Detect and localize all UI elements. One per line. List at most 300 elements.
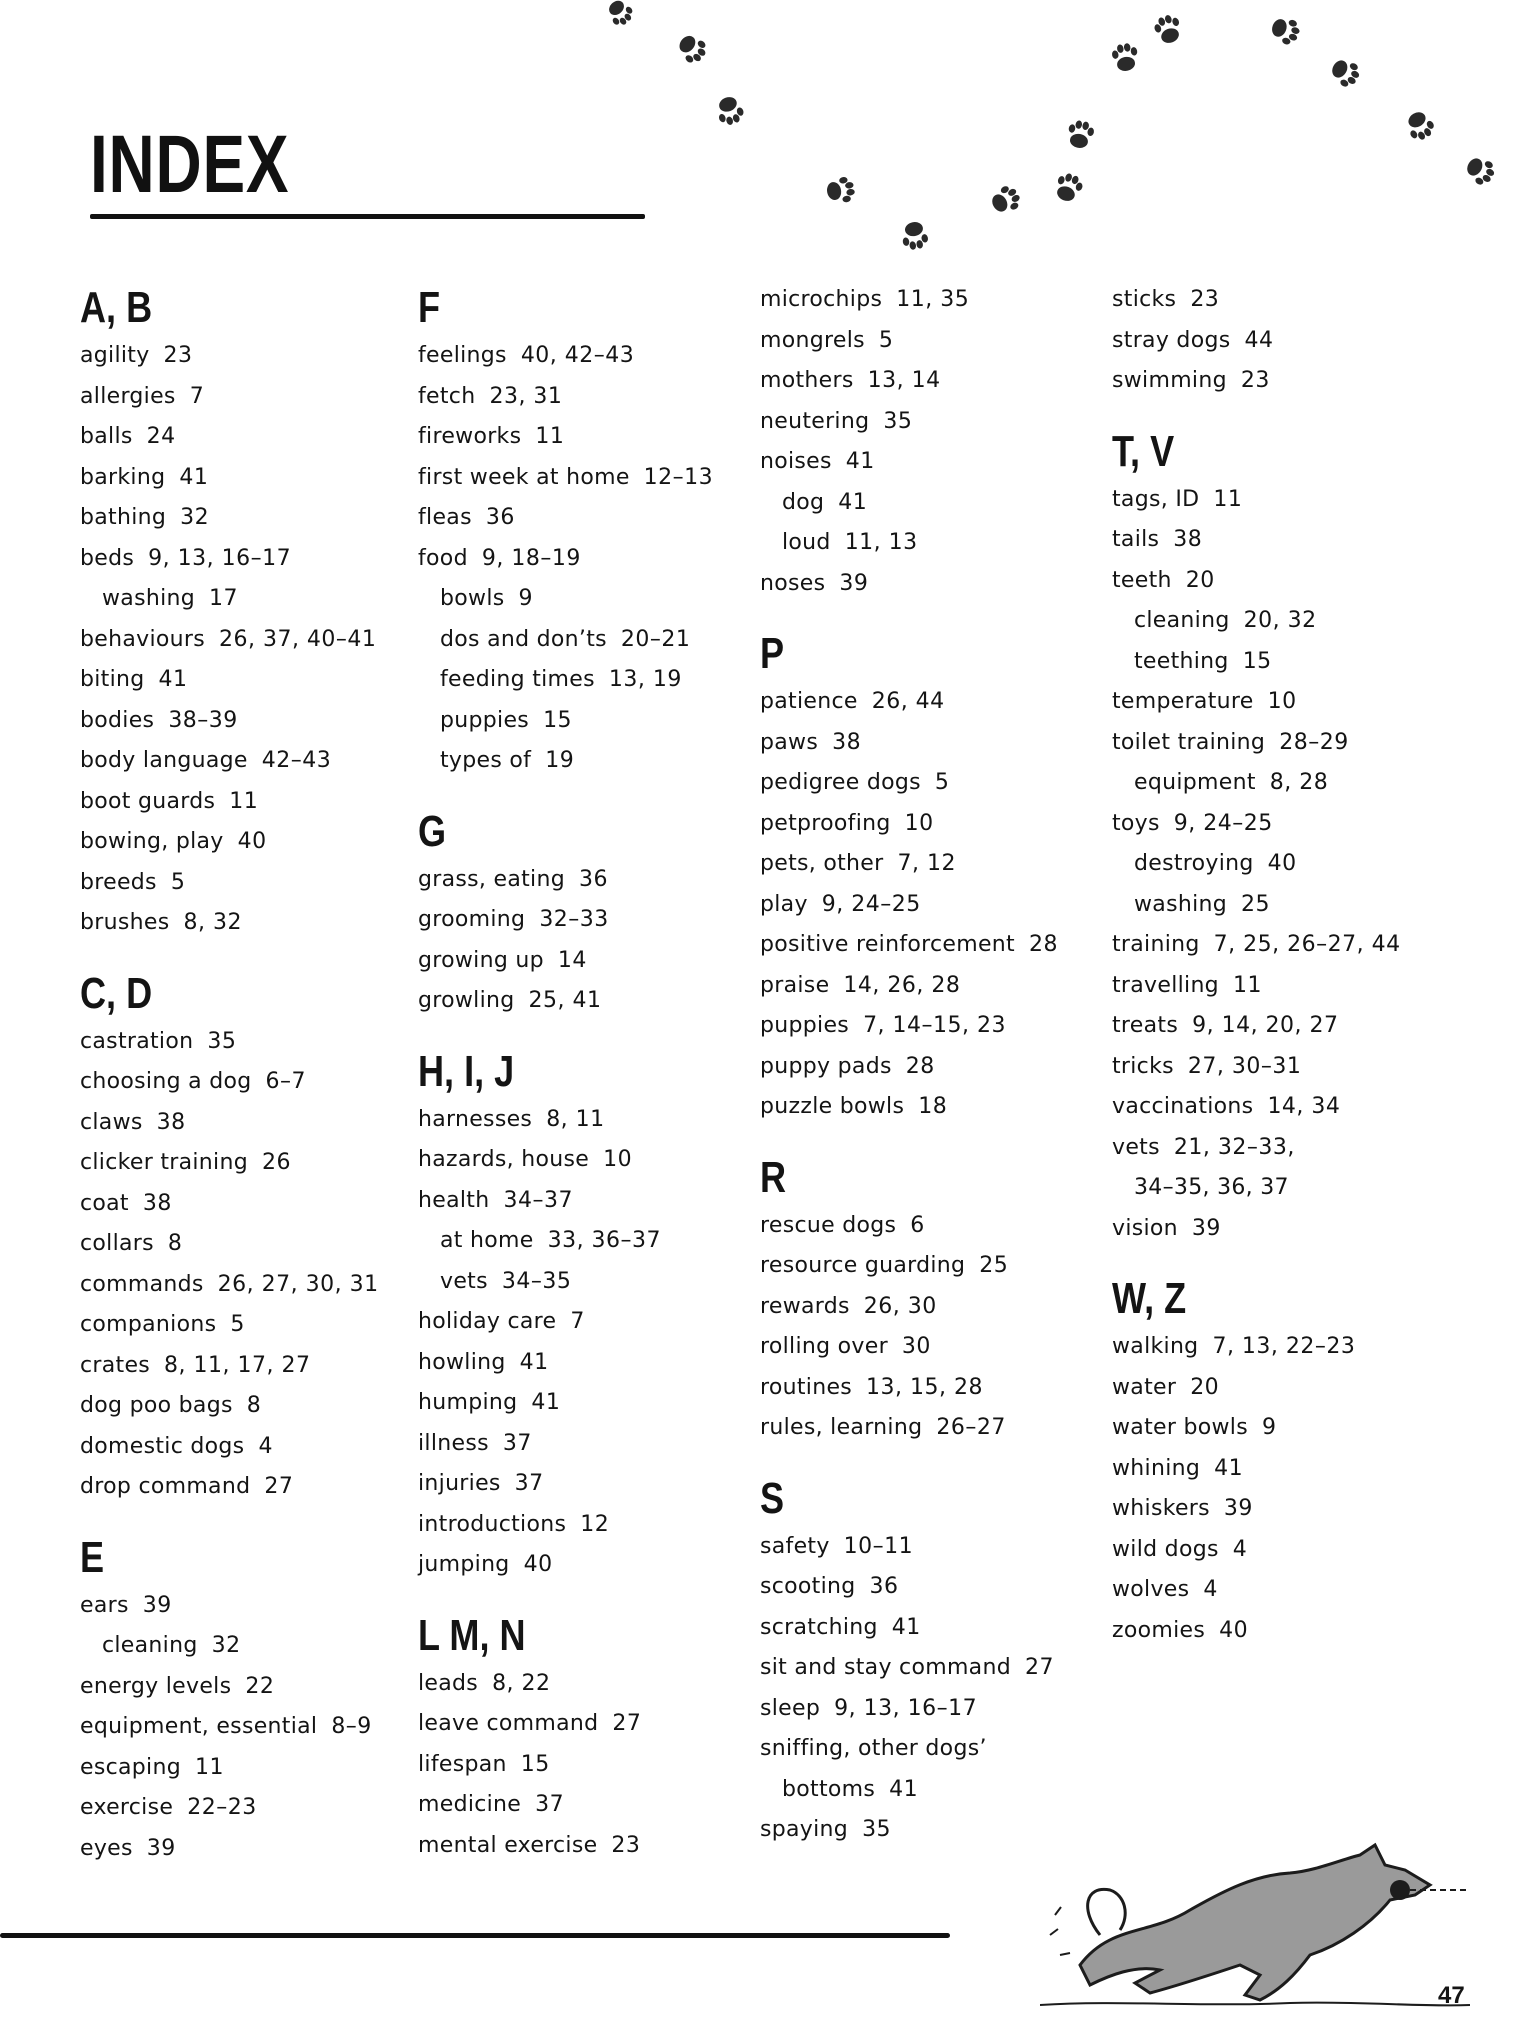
index-subentry: [80, 1626, 410, 1667]
entry-pages: 7: [570, 1309, 585, 1334]
index-entry: [80, 660, 410, 701]
index-subentry: [1112, 763, 1442, 804]
entry-pages: 5: [170, 869, 186, 895]
entry-term: feeding times: [440, 667, 595, 692]
entry-pages: 30: [901, 1334, 931, 1359]
entry-term: domestic dogs: [80, 1433, 245, 1459]
index-entry: [80, 620, 410, 661]
entry-pages: 7, 25, 26–27, 44: [1213, 932, 1401, 957]
entry-pages: 40: [1219, 1617, 1249, 1643]
entry-pages: 9, 24–25: [821, 891, 921, 917]
index-entry: [80, 1586, 410, 1627]
index-subentry: [1112, 885, 1442, 926]
entry-pages: 8, 22: [492, 1670, 551, 1696]
entry-term: walking: [1112, 1334, 1199, 1359]
entry-term: teething: [1134, 648, 1229, 674]
index-entry: [760, 925, 1090, 966]
index-entry: [760, 1648, 1090, 1689]
entry-term: clicker training: [80, 1150, 248, 1175]
entry-term: agility: [80, 343, 150, 368]
index-entry: [80, 1103, 410, 1144]
index-entry: [80, 741, 410, 782]
index-entry: [80, 1305, 410, 1346]
entry-term: harnesses: [418, 1106, 533, 1132]
index-entry: [1112, 682, 1442, 723]
entry-term: medicine: [418, 1792, 522, 1817]
entry-term: neutering: [760, 408, 870, 434]
entry-term: energy levels: [80, 1673, 232, 1699]
entry-term: vaccinations: [1112, 1094, 1254, 1119]
entry-pages: 9, 13, 16–17: [148, 545, 292, 571]
entry-term: barking: [80, 464, 166, 490]
entry-term: bottoms: [782, 1776, 876, 1802]
index-entry: [1112, 1530, 1442, 1571]
entry-term: jumping: [418, 1552, 510, 1577]
entry-term: bowing, play: [80, 829, 224, 854]
entry-pages: 41: [519, 1349, 549, 1375]
index-entry: [418, 1424, 748, 1465]
entry-term: sticks: [1112, 287, 1177, 312]
section-letter-heading: S: [760, 1473, 785, 1523]
entry-pages: 32–33: [539, 907, 609, 932]
entry-term: vision: [1112, 1215, 1178, 1241]
index-entry: [760, 804, 1090, 845]
entry-pages: 5: [878, 327, 894, 353]
section-letter-heading: F: [418, 283, 441, 332]
index-entry: [760, 885, 1090, 926]
entry-term: castration: [80, 1028, 194, 1054]
entry-term: humping: [418, 1390, 518, 1415]
section-letter-heading: T, V: [1112, 426, 1175, 476]
entry-term: loud: [782, 530, 831, 555]
entry-term: coat: [80, 1190, 129, 1216]
index-entry: [80, 1143, 410, 1184]
index-entry: [760, 1608, 1090, 1649]
index-entry: [1112, 1408, 1442, 1449]
index-subentry: [418, 1262, 748, 1303]
index-entry: [418, 539, 748, 580]
index-entry: [760, 1689, 1090, 1730]
index-entry: [418, 1785, 748, 1826]
entry-pages: 41: [1214, 1455, 1244, 1481]
entry-term: pets, other: [760, 851, 884, 876]
index-section: [80, 280, 410, 944]
index-entry: [760, 402, 1090, 443]
index-entry: [80, 822, 410, 863]
index-entry: [760, 361, 1090, 402]
index-entry: [760, 1047, 1090, 1088]
index-subentry: [418, 1221, 748, 1262]
index-section: [418, 1608, 748, 1867]
entry-pages: 37: [514, 1471, 544, 1496]
entry-pages: 23: [611, 1832, 641, 1858]
entry-pages: 20, 32: [1243, 608, 1317, 633]
index-subentry: [418, 660, 748, 701]
entry-term: treats: [1112, 1013, 1179, 1038]
entry-term: destroying: [1134, 851, 1254, 876]
section-letter-heading: P: [760, 629, 785, 678]
index-entry: [80, 903, 410, 944]
entry-pages: 28: [1028, 932, 1058, 957]
entry-pages: 8, 11, 17, 27: [164, 1352, 311, 1378]
index-entry: [418, 900, 748, 941]
entry-term: play: [760, 891, 808, 917]
index-entry: [760, 1327, 1090, 1368]
entry-pages: 26, 44: [871, 689, 945, 714]
index-section: [760, 1150, 1090, 1449]
section-letter-heading: R: [760, 1152, 787, 1202]
index-entry: [1112, 361, 1442, 402]
index-entry: [418, 458, 748, 499]
entry-pages: 11: [1213, 486, 1243, 512]
entry-pages: 40: [523, 1552, 553, 1577]
index-entry: [760, 966, 1090, 1007]
entry-term: routines: [760, 1374, 853, 1400]
index-entry: [418, 1464, 748, 1505]
entry-term: food: [418, 545, 468, 571]
index-column-3: [760, 280, 1090, 1851]
section-letter-heading: C, D: [80, 968, 153, 1018]
entry-pages: 35: [883, 408, 913, 434]
entry-pages: 39: [1191, 1215, 1221, 1241]
index-subentry: [760, 483, 1090, 524]
entry-term: puppies: [760, 1013, 850, 1038]
index-entry: [760, 1087, 1090, 1128]
index-section: [80, 966, 410, 1508]
index-entry: [80, 1667, 410, 1708]
entry-pages: 22: [245, 1673, 275, 1699]
entry-term: hazards, house: [418, 1147, 590, 1172]
entry-pages: 41: [531, 1390, 561, 1415]
index-entry: [1112, 1087, 1442, 1128]
entry-term: mongrels: [760, 327, 865, 353]
index-entry: [418, 1745, 748, 1786]
index-entry: [80, 1748, 410, 1789]
entry-term: stray dogs: [1112, 327, 1231, 353]
entry-pages: 9: [518, 586, 533, 611]
entry-term: toys: [1112, 810, 1160, 836]
index-entry: [80, 498, 410, 539]
entry-term: claws: [80, 1109, 143, 1135]
index-subentry: [1112, 844, 1442, 885]
entry-term: beds: [80, 545, 135, 571]
index-entry: [80, 1346, 410, 1387]
entry-term: grooming: [418, 907, 526, 932]
entry-term: dog: [782, 489, 825, 515]
entry-pages: 25, 41: [528, 988, 602, 1013]
entry-term: exercise: [80, 1795, 174, 1820]
entry-pages: 10: [1267, 689, 1297, 714]
entry-pages: 41: [845, 449, 875, 474]
index-entry: [760, 280, 1090, 321]
entry-term: wild dogs: [1112, 1536, 1219, 1562]
index-entry: [1112, 480, 1442, 521]
index-section: [1112, 424, 1442, 1250]
index-section: [418, 1044, 748, 1586]
index-subentry: [418, 741, 748, 782]
entry-term: spaying: [760, 1817, 849, 1842]
entry-pages: 22–23: [187, 1795, 257, 1820]
entry-term: crates: [80, 1352, 151, 1378]
entry-term: brushes: [80, 910, 170, 935]
entry-pages: 17: [209, 586, 239, 611]
index-entry: [418, 941, 748, 982]
entry-term: growling: [418, 988, 515, 1013]
entry-term: collars: [80, 1231, 154, 1256]
entry-pages: 37: [535, 1792, 565, 1817]
index-entry: [80, 539, 410, 580]
index-subentry: [80, 579, 410, 620]
entry-term: water bowls: [1112, 1415, 1248, 1440]
entry-pages: 11: [194, 1754, 224, 1780]
entry-term: health: [418, 1187, 490, 1213]
entry-pages: 27: [264, 1474, 294, 1499]
entry-term: drop command: [80, 1474, 251, 1499]
index-entry: [418, 377, 748, 418]
entry-pages: 39: [839, 570, 869, 596]
entry-term: balls: [80, 424, 133, 449]
entry-term: companions: [80, 1312, 217, 1337]
index-entry: [1112, 1489, 1442, 1530]
entry-pages: 9: [1261, 1415, 1277, 1440]
entry-term: sleep: [760, 1695, 821, 1721]
index-entry: [1112, 1570, 1442, 1611]
entry-term: boot guards: [80, 788, 216, 814]
index-entry: [418, 1704, 748, 1745]
entry-pages: 9, 18–19: [481, 545, 581, 571]
entry-pages: 14, 34: [1267, 1094, 1341, 1119]
entry-pages: 32: [211, 1633, 241, 1658]
index-entry: [418, 1100, 748, 1141]
index-entry: [1112, 1128, 1442, 1169]
entry-term: scooting: [760, 1574, 856, 1599]
entry-pages: 33, 36–37: [547, 1228, 662, 1253]
index-entry: [80, 1022, 410, 1063]
index-entry: [80, 417, 410, 458]
index-entry: [80, 1467, 410, 1508]
entry-term: positive reinforcement: [760, 932, 1015, 957]
entry-term: howling: [418, 1349, 506, 1375]
index-entry: [80, 1829, 410, 1870]
entry-pages: 11, 35: [896, 287, 970, 312]
index-entry: [418, 1343, 748, 1384]
entry-term: training: [1112, 932, 1200, 957]
entry-term: leads: [418, 1670, 479, 1696]
index-entry: [80, 1224, 410, 1265]
index-subentry: [1112, 1168, 1442, 1209]
entry-term: washing: [1134, 891, 1228, 917]
entry-term: sit and stay command: [760, 1655, 1011, 1680]
entry-term: washing: [102, 586, 196, 611]
index-entry: [760, 321, 1090, 362]
entry-term: sniffing, other dogs’: [760, 1736, 987, 1761]
entry-term: allergies: [80, 383, 176, 409]
entry-pages: 14: [557, 947, 587, 973]
entry-term: noises: [760, 449, 832, 474]
index-entry: [80, 1427, 410, 1468]
entry-pages: 38–39: [168, 707, 238, 733]
entry-term: introductions: [418, 1511, 567, 1537]
entry-term: vets: [440, 1268, 488, 1294]
index-entry: [80, 1707, 410, 1748]
section-letter-heading: H, I, J: [418, 1046, 515, 1096]
index-subentry: [760, 523, 1090, 564]
entry-term: safety: [760, 1533, 830, 1559]
entry-term: mothers: [760, 368, 854, 393]
index-entry: [760, 763, 1090, 804]
entry-term: puppies: [440, 707, 530, 733]
entry-pages: 40, 42–43: [520, 343, 635, 368]
entry-pages: 26, 30: [863, 1293, 937, 1319]
index-entry: [1112, 804, 1442, 845]
index-entry: [1112, 321, 1442, 362]
index-entry: [760, 1287, 1090, 1328]
entry-pages: 13, 19: [608, 667, 682, 692]
entry-term: commands: [80, 1271, 204, 1297]
index-column-1: [80, 280, 410, 1869]
entry-pages: 38: [156, 1109, 186, 1135]
index-entry: [80, 458, 410, 499]
index-entry: [80, 1062, 410, 1103]
index-entry: [418, 1181, 748, 1222]
entry-pages: 39: [142, 1592, 172, 1618]
index-entry: [760, 1006, 1090, 1047]
entry-pages: 7: [189, 383, 205, 409]
entry-term: at home: [440, 1228, 534, 1253]
index-entry: [1112, 966, 1442, 1007]
bottom-rule: [0, 1933, 950, 1938]
index-entry: [760, 1729, 1090, 1770]
entry-pages: 6–7: [265, 1069, 306, 1094]
entry-pages: 9, 14, 20, 27: [1192, 1013, 1339, 1038]
entry-term: biting: [80, 667, 145, 692]
entry-pages: 23: [163, 343, 193, 368]
entry-pages: 4: [258, 1433, 273, 1459]
index-entry: [80, 1788, 410, 1829]
section-letter-heading: L M, N: [418, 1610, 526, 1660]
section-letter-heading: G: [418, 806, 447, 856]
index-entry: [80, 1184, 410, 1225]
index-entry: [418, 1383, 748, 1424]
entry-term: paws: [760, 729, 819, 755]
entry-term: zoomies: [1112, 1617, 1206, 1643]
index-entry: [1112, 1209, 1442, 1250]
entry-pages: 34–37: [503, 1187, 573, 1213]
entry-pages: 6: [910, 1212, 925, 1238]
entry-term: escaping: [80, 1754, 181, 1780]
entry-pages: 8, 28: [1269, 770, 1329, 795]
entry-term: petproofing: [760, 810, 891, 836]
entry-term: vets: [1112, 1134, 1160, 1160]
index-column-4: [1112, 280, 1442, 1651]
entry-pages: 26–27: [936, 1415, 1006, 1440]
entry-pages: 14, 26, 28: [843, 972, 961, 998]
index-subentry: [418, 579, 748, 620]
entry-term: grass, eating: [418, 866, 565, 892]
entry-term: pedigree dogs: [760, 770, 921, 795]
entry-pages: 24: [146, 424, 176, 449]
entry-pages: 44: [1244, 327, 1274, 353]
index-entry: [760, 1527, 1090, 1568]
entry-pages: 39: [1223, 1496, 1253, 1521]
entry-pages: 5: [230, 1312, 245, 1337]
entry-term: equipment, essential: [80, 1714, 318, 1739]
entry-pages: 39: [146, 1835, 176, 1861]
entry-term: rewards: [760, 1293, 850, 1319]
entry-pages: 35: [862, 1817, 892, 1842]
entry-pages: 38: [142, 1190, 172, 1216]
entry-term: praise: [760, 972, 830, 998]
index-entry: [80, 377, 410, 418]
dog-with-ball-illustration: [1040, 1815, 1470, 2015]
index-entry: [1112, 723, 1442, 764]
entry-pages: 10: [603, 1147, 633, 1172]
index-subentry: [418, 701, 748, 742]
entry-pages: 7, 14–15, 23: [863, 1013, 1007, 1038]
paw-prints-illustration: [540, 0, 1520, 260]
index-entry: [760, 723, 1090, 764]
entry-pages: 42–43: [261, 748, 332, 773]
entry-pages: 20–21: [620, 626, 691, 652]
entry-pages: 41: [838, 489, 868, 515]
index-entry: [1112, 1327, 1442, 1368]
index-entry: [1112, 561, 1442, 602]
entry-pages: 23: [1190, 287, 1220, 312]
entry-term: cleaning: [102, 1633, 198, 1658]
page-number: 47: [1438, 1982, 1465, 2009]
entry-pages: 8, 11: [546, 1106, 605, 1132]
entry-term: choosing a dog: [80, 1069, 252, 1094]
entry-term: types of: [440, 748, 532, 773]
index-entry: [1112, 1611, 1442, 1652]
entry-term: dos and don’ts: [440, 626, 607, 652]
entry-term: puzzle bowls: [760, 1094, 905, 1119]
index-entry: [760, 844, 1090, 885]
index-entry: [760, 1246, 1090, 1287]
entry-pages: 41: [158, 667, 188, 692]
entry-term: body language: [80, 748, 248, 773]
entry-pages: 25: [1241, 891, 1271, 917]
entry-term: resource guarding: [760, 1253, 966, 1278]
entry-term: teeth: [1112, 567, 1172, 593]
entry-term: breeds: [80, 869, 157, 895]
entry-term: microchips: [760, 287, 883, 312]
entry-term: eyes: [80, 1835, 133, 1861]
entry-pages: 15: [1242, 648, 1272, 674]
entry-term: cleaning: [1134, 608, 1230, 633]
index-entry: [418, 1505, 748, 1546]
entry-term: fireworks: [418, 424, 522, 449]
entry-term: whining: [1112, 1455, 1201, 1481]
entry-pages: 20: [1185, 567, 1215, 593]
index-entry: [80, 1265, 410, 1306]
index-section: [760, 280, 1090, 604]
index-subentry: [760, 1770, 1090, 1811]
index-entry: [1112, 1047, 1442, 1088]
entry-pages: 23, 31: [489, 383, 563, 409]
entry-pages: 36: [869, 1574, 899, 1599]
entry-term: tags, ID: [1112, 486, 1200, 512]
entry-term: whiskers: [1112, 1496, 1210, 1521]
index-entry: [760, 1408, 1090, 1449]
entry-pages: 23: [1240, 368, 1270, 393]
entry-term: dog poo bags: [80, 1393, 233, 1418]
entry-term: water: [1112, 1374, 1177, 1400]
entry-pages: 41: [179, 464, 209, 490]
index-subentry: [1112, 642, 1442, 683]
entry-pages: 26, 27, 30, 31: [217, 1271, 379, 1297]
entry-pages: 19: [545, 748, 575, 773]
